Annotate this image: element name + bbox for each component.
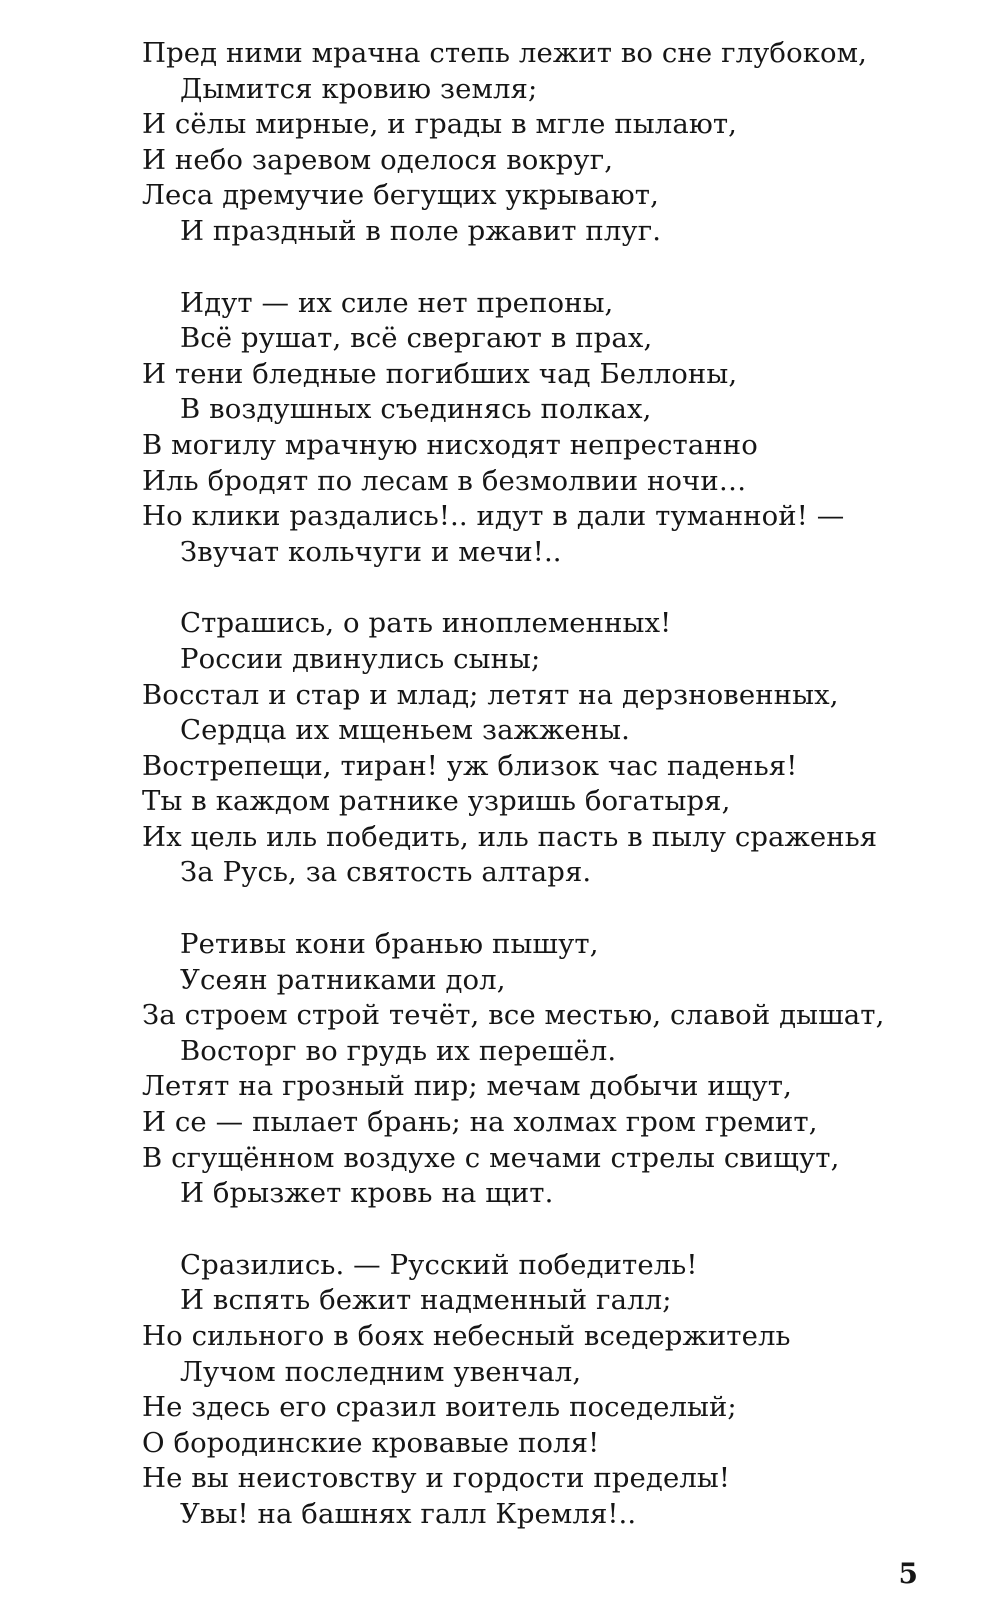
- poem-line: Иль бродят по лесам в безмолвии ночи…: [142, 464, 747, 497]
- poem-line: За Русь, за святость алтаря.: [180, 856, 592, 889]
- poem-line: России двинулись сыны;: [180, 642, 541, 675]
- poem-line: О бородинские кровавые поля!: [142, 1426, 600, 1459]
- poem-line: Усеян ратниками дол,: [180, 963, 506, 996]
- poem-line: И праздный в поле ржавит плуг.: [180, 214, 662, 247]
- poem-line: Лучом последним увенчал,: [180, 1355, 582, 1388]
- poem-line: И небо заревом оделося вокруг,: [142, 143, 614, 176]
- poem-line: В воздушных съединясь полках,: [180, 393, 652, 426]
- poem-line: Ретивы кони бранью пышут,: [180, 928, 599, 961]
- poem-line: Но клики раздались!.. идут в дали туманной! —: [142, 500, 845, 533]
- poem-line: Звучат кольчуги и мечи!..: [180, 535, 562, 568]
- stanza: [142, 286, 962, 571]
- page-number: 5: [898, 1557, 918, 1590]
- poem-line: Дымится кровию земля;: [180, 72, 538, 105]
- poem-line: В сгущённом воздухе с мечами стрелы свищут,: [142, 1141, 840, 1174]
- poem-line: В могилу мрачную нисходят непрестанно: [142, 428, 758, 461]
- poem-line: И сёлы мирные, и грады в мгле пылают,: [142, 108, 738, 141]
- poem-line: И тени бледные погибших чад Беллоны,: [142, 357, 738, 390]
- poem-line: Не вы неистовству и гордости пределы!: [142, 1462, 731, 1495]
- poem-line: Ты в каждом ратнике узришь богатыря,: [142, 785, 731, 818]
- poem-line: За строем строй течёт, все местью, славой дышат,: [142, 999, 885, 1032]
- poem-line: Восторг во грудь их перешёл.: [180, 1034, 617, 1067]
- stanza: [142, 927, 962, 1212]
- poem-line: И се — пылает брань; на холмах гром гремит,: [142, 1106, 818, 1139]
- poem-line: Пред ними мрачна степь лежит во сне глубоком,: [142, 37, 868, 69]
- poem-line: Их цель иль победить, иль пасть в пылу сраженья: [142, 820, 878, 853]
- poem-line: Но сильного в боях небесный вседержитель: [142, 1320, 791, 1352]
- poem-line: Восстал и стар и млад; летят на дерзновенных,: [142, 678, 839, 711]
- poem-text: [142, 36, 962, 1569]
- poem-line: Сразились. — Русский победитель!: [180, 1248, 698, 1281]
- poem-line: Всё рушат, всё свергают в прах,: [180, 322, 653, 355]
- poem-line: Леса дремучие бегущих укрывают,: [142, 179, 659, 212]
- stanza: [142, 606, 962, 891]
- poem-line: Идут — их силе нет препоны,: [180, 286, 614, 319]
- stanza: [142, 1248, 962, 1533]
- poem-line: Увы! на башнях галл Кремля!..: [180, 1497, 637, 1530]
- poem-line: И вспять бежит надменный галл;: [180, 1284, 672, 1317]
- poem-line: И брызжет кровь на щит.: [180, 1177, 554, 1210]
- stanza: [142, 36, 962, 250]
- poem-line: Вострепещи, тиран! уж близок час паденья!: [142, 749, 798, 782]
- poem-line: Не здесь его сразил воитель поседелый;: [142, 1391, 737, 1424]
- poem-line: Летят на грозный пир; мечам добычи ищут,: [142, 1070, 792, 1103]
- poem-line: Страшись, о рать иноплеменных!: [180, 607, 672, 640]
- poem-line: Сердца их мщеньем зажжены.: [180, 714, 631, 747]
